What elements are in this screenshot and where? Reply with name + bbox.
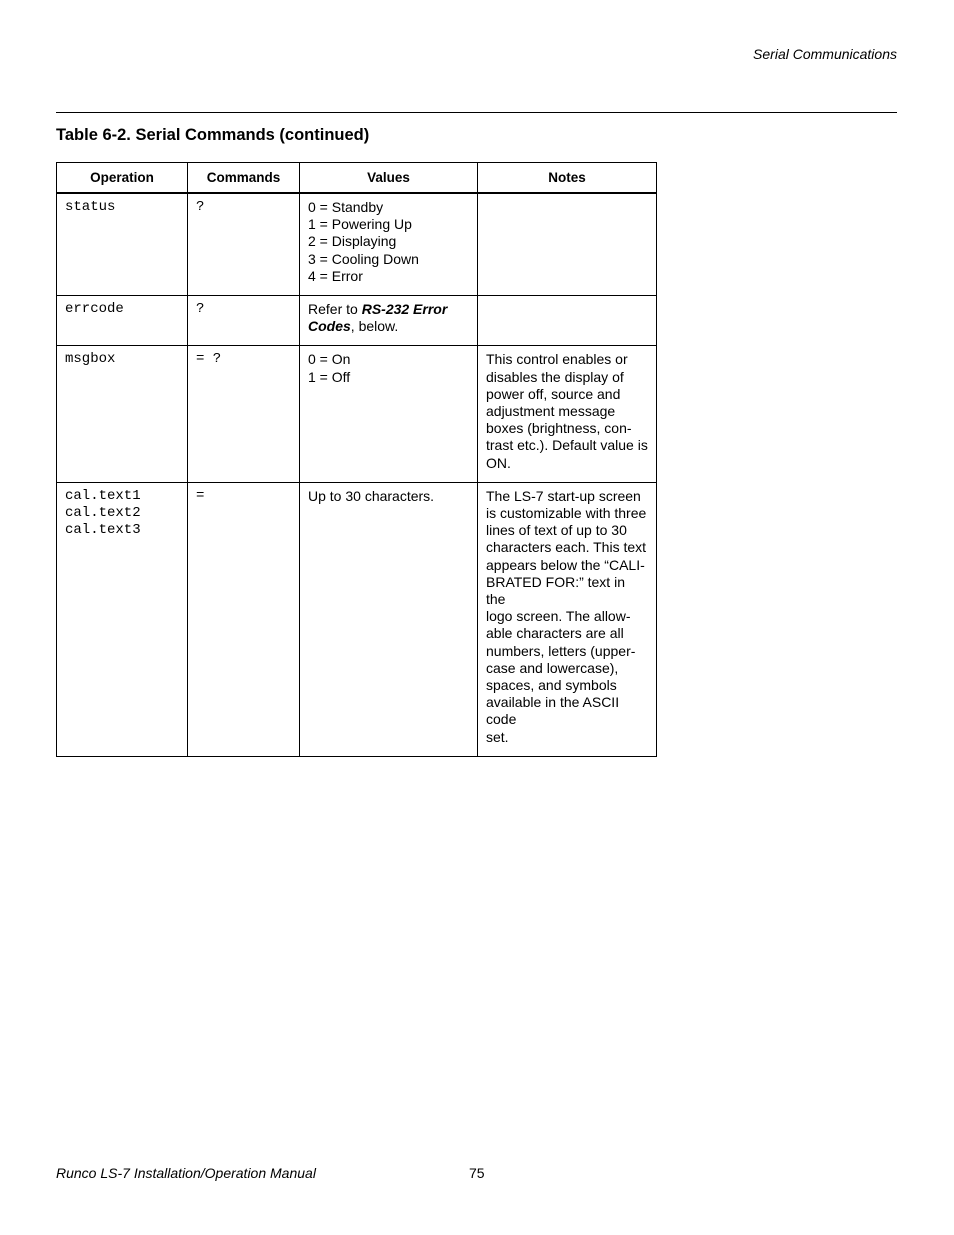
table-header-row — [57, 163, 657, 194]
command-cell: = — [188, 482, 300, 756]
table-row — [57, 482, 657, 756]
column-header-commands: Commands — [188, 163, 300, 194]
operation-cell — [57, 193, 188, 296]
command-cell: = ? — [188, 346, 300, 482]
operation-name: status — [65, 199, 116, 215]
table-row — [57, 296, 657, 346]
notes-line: power off, source and — [486, 385, 621, 402]
rs232-error-codes-reference-cont: Codes — [308, 318, 351, 335]
operation-cell — [57, 346, 188, 482]
operation-cell — [57, 482, 188, 756]
operation-name: cal.text3 — [65, 522, 141, 539]
notes-line: case and lowercase), — [486, 659, 619, 676]
notes-line: numbers, letters (upper- — [486, 642, 636, 659]
notes-line: BRATED FOR:” text in the — [486, 573, 625, 608]
column-header-operation: Operation — [57, 163, 188, 194]
values-ref-prefix: Refer to — [308, 301, 362, 318]
value-line: 0 = Standby — [308, 199, 384, 215]
notes-cell — [478, 193, 657, 296]
notes-line: This control enables or — [486, 351, 628, 368]
header-rule — [56, 112, 897, 113]
operation-name: msgbox — [65, 351, 116, 368]
page-number: 75 — [469, 1165, 485, 1181]
column-header-values: Values — [300, 163, 478, 194]
value-line: 1 = Powering Up — [308, 216, 412, 233]
notes-line: lines of text of up to 30 — [486, 522, 627, 539]
notes-line: characters each. This text — [486, 539, 647, 556]
operation-cell — [57, 296, 188, 346]
notes-line: trast etc.). Default value is — [486, 437, 648, 454]
value-line: 1 = Off — [308, 368, 351, 385]
notes-line: logo screen. The allow- — [486, 608, 631, 625]
notes-line: boxes (brightness, con- — [486, 420, 632, 437]
notes-line: The LS-7 start-up screen — [486, 487, 641, 504]
notes-line: able characters are all — [486, 625, 624, 642]
footer-manual-title: Runco LS-7 Installation/Operation Manual — [56, 1165, 316, 1181]
notes-line: adjustment message — [486, 403, 616, 420]
notes-line: appears below the “CALI- — [486, 556, 645, 573]
table-title: Table 6-2. Serial Commands (continued) — [56, 126, 370, 144]
operation-name: cal.text1 — [65, 487, 141, 504]
values-cell — [300, 296, 478, 346]
rs232-error-codes-reference: RS-232 Error — [361, 301, 448, 318]
notes-cell — [478, 346, 657, 482]
notes-cell — [478, 296, 657, 346]
notes-line: spaces, and symbols — [486, 677, 617, 694]
notes-line: available in the ASCII code — [486, 694, 620, 728]
notes-line: ON. — [486, 454, 511, 471]
notes-line: is customizable with three — [486, 505, 647, 522]
notes-cell — [478, 482, 657, 756]
table-row — [57, 346, 657, 482]
value-line: 0 = On — [308, 351, 351, 368]
column-header-notes: Notes — [478, 163, 657, 194]
values-ref-suffix: , below. — [350, 318, 399, 335]
value-line: 4 = Error — [308, 267, 363, 284]
values-cell — [300, 346, 478, 482]
values-cell — [300, 482, 478, 756]
value-line: 2 = Displaying — [308, 233, 397, 250]
value-line: Up to 30 characters. — [308, 487, 435, 504]
serial-commands-table — [56, 162, 657, 757]
notes-line: set. — [486, 728, 509, 745]
command-cell: ? — [188, 296, 300, 346]
running-header: Serial Communications — [753, 46, 897, 62]
table-row — [57, 193, 657, 296]
notes-line: disables the display of — [486, 368, 624, 385]
operation-name: cal.text2 — [65, 505, 141, 522]
values-cell — [300, 193, 478, 296]
value-line: 3 = Cooling Down — [308, 250, 419, 267]
operation-name: errcode — [65, 301, 124, 318]
command-cell: ? — [188, 193, 300, 296]
